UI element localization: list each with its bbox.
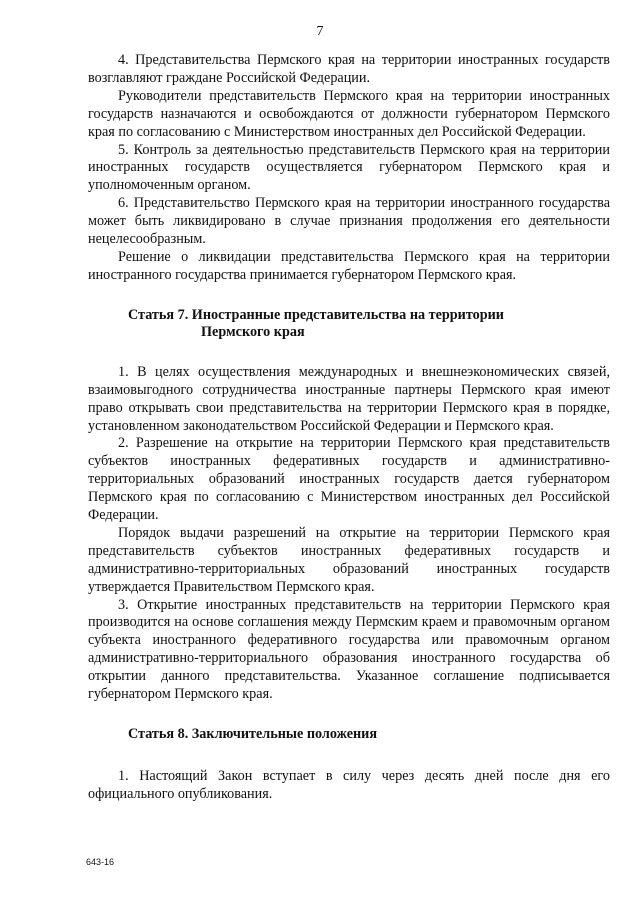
paragraph: Порядок выдачи разрешений на открытие на территории Пермского края представительств субъектов иностранных федеративных государств и административно-территориальных образований иностранных государств утверждается Правительством Пермского края.	[88, 524, 610, 595]
paragraph: 5. Контроль за деятельностью представительств Пермского края на территории иностранных государств осуществляется губернатором Пермского края и уполномоченным органом.	[88, 141, 610, 194]
paragraph: 6. Представительство Пермского края на территории иностранного государства может быть ликвидировано в случае признания продолжения его деятельности нецелесообразным.	[88, 195, 610, 248]
paragraph: 3. Открытие иностранных представительств на территории Пермского края производится на основе соглашения между Пермским краем и правомочным органом субъекта иностранного федеративного государства или правомочным органом административно-территориального образования иностранного государства об открытии данного представительства. Указанное соглашение подписывается губернатором Пермского края.	[88, 596, 610, 703]
article-7-heading	[88, 307, 610, 341]
paragraph: 4. Представительства Пермского края на территории иностранных государств возглавляют граждане Российской Федерации.	[88, 52, 610, 86]
paragraph: Руководители представительств Пермского края на территории иностранных государств назначаются и освобождаются от должности губернатором Пермского края по согласованию с Министерством иностранных дел Российской Федерации.	[88, 87, 610, 140]
document-body	[88, 52, 610, 804]
paragraph: 2. Разрешение на открытие на территории Пермского края представительств субъектов иностранных федеративных государств и административно-территориальных образований иностранных государств дается губернатором Пермского края по согласованию с Министерством иностранных дел Российской Федерации.	[88, 435, 610, 524]
page-number: 7	[316, 24, 324, 39]
article-8-heading: Статья 8. Заключительные положения	[128, 726, 378, 742]
paragraph: 1. Настоящий Закон вступает в силу через десять дней после дня его официального опубликования.	[88, 768, 610, 802]
paragraph: Решение о ликвидации представительства Пермского края на территории иностранного государства принимается губернатором Пермского края.	[88, 248, 610, 283]
document-code: 643-16	[86, 857, 115, 867]
article-7-title-line1: Статья 7. Иностранные представительства на территории	[128, 306, 504, 323]
article-7-title-line2: Пермского края	[201, 323, 305, 340]
paragraph: 1. В целях осуществления международных и внешнеэкономических связей, взаимовыгодного сотрудничества иностранные партнеры Пермского края имеют право открывать свои представительства на территории Пермского края в порядке, установленном законодательством Российской Федерации и Пермского края.	[88, 363, 610, 434]
